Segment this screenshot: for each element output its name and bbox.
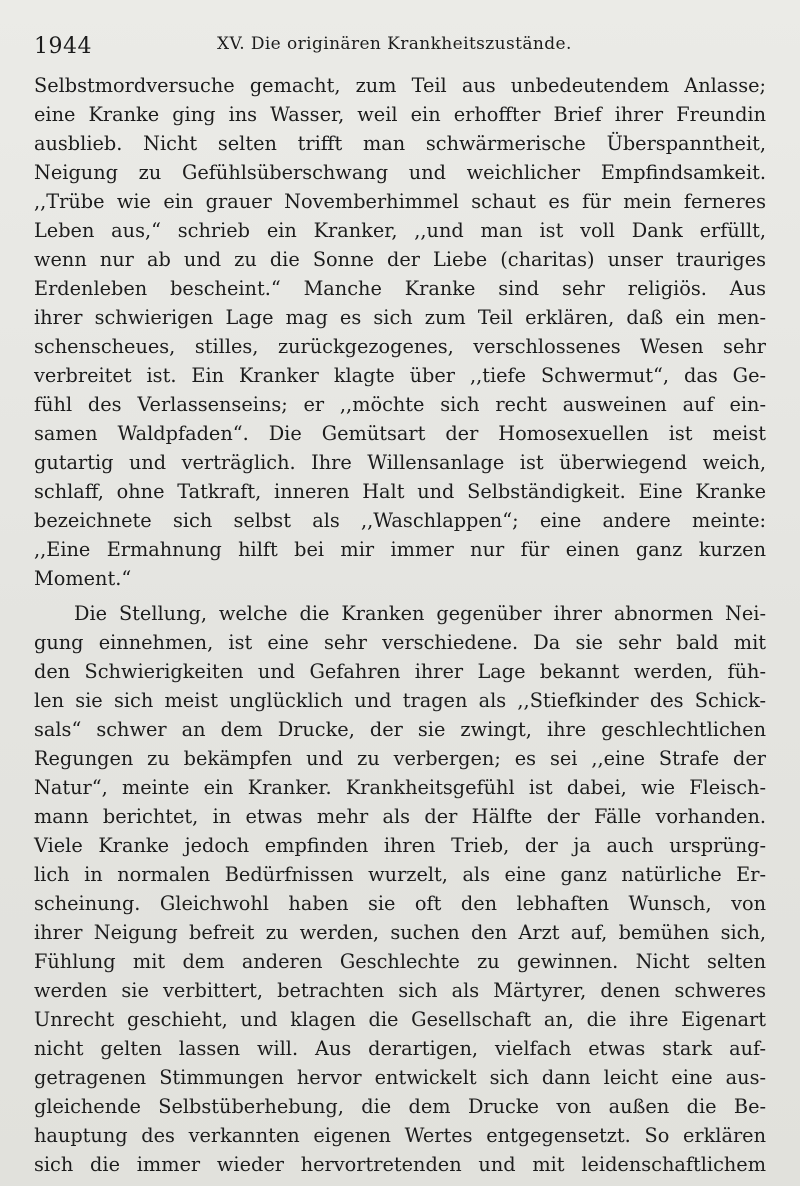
text-line: Neigung zu Gefühlsüberschwang und weichlicher Empfindsamkeit.	[34, 161, 766, 184]
text-line: ,,Trübe wie ein grauer Novemberhimmel schaut es für mein ferneres	[34, 190, 766, 213]
text-line: samen Waldpfaden“. Die Gemütsart der Homosexuellen ist meist	[34, 422, 766, 445]
text-line: gung einnehmen, ist eine sehr verschiedene. Da sie sehr bald mit	[34, 631, 766, 654]
paragraph	[34, 599, 766, 1179]
text-line: schlaff, ohne Tatkraft, inneren Halt und Selbständigkeit. Eine Kranke	[34, 480, 766, 503]
text-line: Die Stellung, welche die Kranken gegenüber ihrer abnormen Nei-	[74, 602, 766, 625]
text-line: Selbstmordversuche gemacht, zum Teil aus unbedeutendem Anlasse;	[34, 74, 766, 97]
text-line: Unrecht geschieht, und klagen die Gesellschaft an, die ihre Eigenart	[34, 1008, 766, 1031]
text-line: getragenen Stimmungen hervor entwickelt sich dann leicht eine aus-	[34, 1066, 766, 1089]
text-line: sich die immer wieder hervortretenden und mit leidenschaftlichem	[34, 1153, 766, 1176]
text-line: Regungen zu bekämpfen und zu verbergen; es sei ,,eine Strafe der	[34, 747, 766, 770]
text-line: len sie sich meist unglücklich und tragen als ,,Stiefkinder des Schick-	[34, 689, 766, 712]
text-line: ,,Eine Ermahnung hilft bei mir immer nur für einen ganz kurzen	[34, 538, 766, 561]
text-line: fühl des Verlassenseins; er ,,möchte sich recht ausweinen auf ein-	[34, 393, 766, 416]
text-line: verbreitet ist. Ein Kranker klagte über ,,tiefe Schwermut“, das Ge-	[34, 364, 766, 387]
text-line: ihrer schwierigen Lage mag es sich zum Teil erklären, daß ein men-	[34, 306, 766, 329]
text-line: hauptung des verkannten eigenen Wertes entgegensetzt. So erklären	[34, 1124, 766, 1147]
text-line: ihrer Neigung befreit zu werden, suchen den Arzt auf, bemühen sich,	[34, 921, 766, 944]
text-line: eine Kranke ging ins Wasser, weil ein erhoffter Brief ihrer Freundin	[34, 103, 766, 126]
text-line: gleichende Selbstüberhebung, die dem Drucke von außen die Be-	[34, 1095, 766, 1118]
text-line: Erdenleben bescheint.“ Manche Kranke sind sehr religiös. Aus	[34, 277, 766, 300]
text-line: Viele Kranke jedoch empfinden ihren Trieb, der ja auch ursprüng-	[34, 834, 766, 857]
running-head: XV. Die originären Krankheitszustände.	[217, 34, 572, 54]
text-line: scheinung. Gleichwohl haben sie oft den lebhaften Wunsch, von	[34, 892, 766, 915]
text-line: werden sie verbittert, betrachten sich als Märtyrer, denen schweres	[34, 979, 766, 1002]
text-line: Fühlung mit dem anderen Geschlechte zu gewinnen. Nicht selten	[34, 950, 766, 973]
paragraph	[34, 71, 766, 593]
text-line: Natur“, meinte ein Kranker. Krankheitsgefühl ist dabei, wie Fleisch-	[34, 776, 766, 799]
text-line: sals“ schwer an dem Drucke, der sie zwingt, ihre geschlechtlichen	[34, 718, 766, 741]
text-line: den Schwierigkeiten und Gefahren ihrer Lage bekannt werden, füh-	[34, 660, 766, 683]
text-line: wenn nur ab und zu die Sonne der Liebe (charitas) unser trauriges	[34, 248, 766, 271]
page-header	[34, 30, 766, 60]
text-line: gutartig und verträglich. Ihre Willensanlage ist überwiegend weich,	[34, 451, 766, 474]
text-line: ausblieb. Nicht selten trifft man schwärmerische Überspanntheit,	[34, 132, 766, 155]
text-line: lich in normalen Bedürfnissen wurzelt, als eine ganz natürliche Er-	[34, 863, 766, 886]
text-line: bezeichnete sich selbst als ,,Waschlappen“; eine andere meinte:	[34, 509, 766, 532]
text-line: Leben aus,“ schrieb ein Kranker, ,,und man ist voll Dank erfüllt,	[34, 219, 766, 242]
body-text	[34, 71, 766, 1179]
text-line: nicht gelten lassen will. Aus derartigen, vielfach etwas stark auf-	[34, 1037, 766, 1060]
text-line: mann berichtet, in etwas mehr als der Hälfte der Fälle vorhanden.	[34, 805, 766, 828]
text-line: Moment.“	[34, 567, 132, 590]
text-line: schenscheues, stilles, zurückgezogenes, verschlossenes Wesen sehr	[34, 335, 766, 358]
page-number: 1944	[34, 34, 92, 59]
